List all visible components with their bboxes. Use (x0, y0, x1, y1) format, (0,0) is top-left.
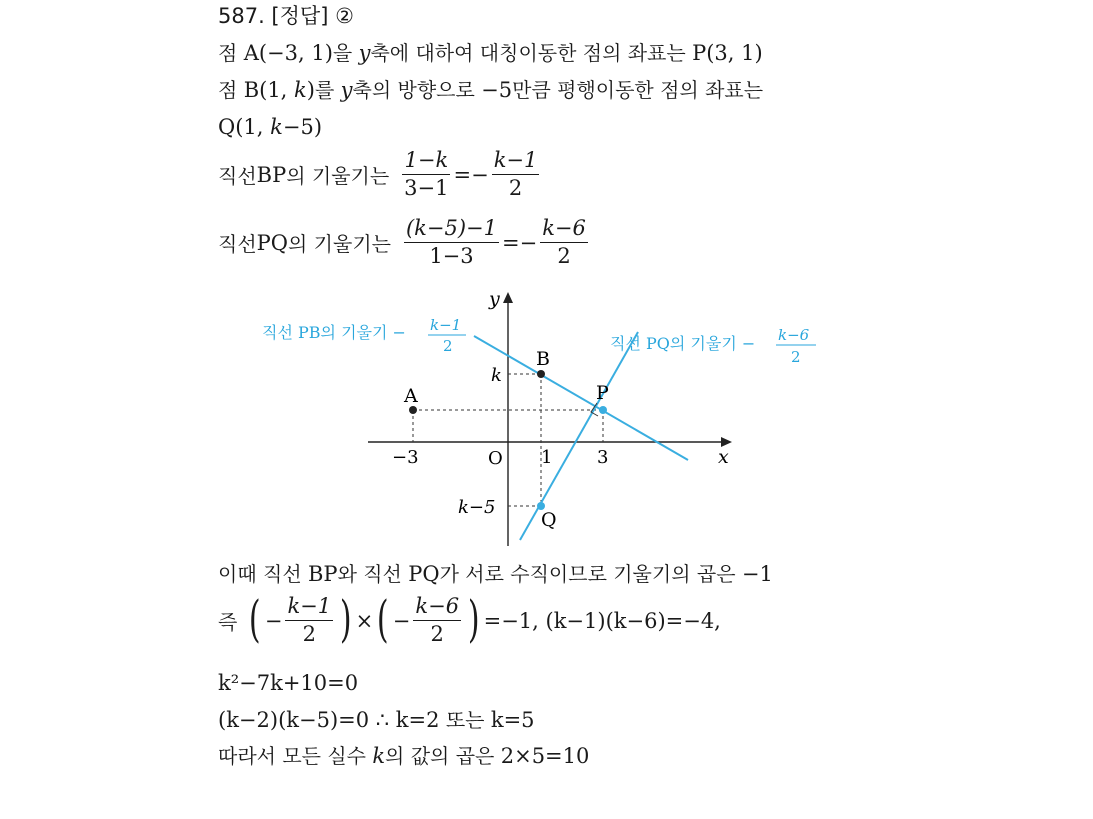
line-name: PQ (256, 230, 288, 255)
product-equation: 즉 ( − $\frac{k-1}{2}$ ) × ( − $\frac{k-6}{2}$ ) =−1, (k−1)(k−6)=−4, (218, 589, 721, 648)
x-axis-label: x (718, 446, 729, 468)
equals: =− (453, 162, 489, 187)
text: 직선 (218, 232, 257, 256)
text: 따라서 모든 실수 (218, 744, 373, 768)
text: 가 서로 수직이므로 기울기의 곱은 (439, 562, 742, 586)
text: 점 (218, 41, 244, 65)
label-q: Q (541, 509, 557, 531)
line-name: BP (256, 162, 287, 187)
text: 축에 대하여 대칭이동한 점의 좌표는 (370, 41, 693, 65)
point-p-dot (599, 406, 607, 414)
text: 을 (332, 41, 359, 65)
point-b: B(1, (243, 78, 295, 102)
tick-1: 1 (541, 447, 553, 468)
text: 이때 직선 (218, 562, 308, 586)
label-pb-num: k−1 (430, 316, 462, 334)
text: 점 (218, 78, 244, 102)
tick-3: 3 (597, 447, 609, 468)
label-a: A (404, 385, 418, 407)
fraction: $\frac{k-6}{2}$ (415, 594, 460, 646)
point-q: Q(1, (218, 115, 271, 139)
text: 를 (314, 78, 341, 102)
point-a-dot (409, 406, 417, 414)
var-y: y (358, 41, 371, 65)
line-name: PQ (408, 562, 440, 586)
label-pq-slope: 직선 PQ의 기울기 − (610, 334, 756, 353)
tick-neg3: −3 (392, 447, 419, 468)
product: 2×5=10 (500, 744, 590, 768)
label-p: P (596, 382, 609, 404)
shift-amount: −5 (481, 78, 513, 102)
origin-label: O (488, 448, 503, 469)
quadratic-equation: k²−7k+10=0 (218, 671, 359, 695)
text: 만큼 평행이동한 점의 좌표는 (512, 78, 764, 102)
label-pb-slope: 직선 PB의 기울기 − (262, 323, 406, 342)
times: × (355, 608, 374, 633)
label-b: B (536, 348, 550, 370)
y-axis-arrow (503, 292, 513, 303)
var-y: y (340, 78, 353, 102)
text: 의 값의 곱은 (385, 744, 501, 768)
text: 직선 (218, 164, 257, 188)
problem-heading: 587. [정답] ② (218, 4, 354, 28)
tick-k-minus-5: k−5 (458, 497, 496, 518)
var-k: k (372, 744, 386, 768)
value: −1 (741, 562, 773, 586)
text: 또는 (439, 708, 491, 732)
text: 의 기울기는 (286, 164, 390, 188)
paren: ) (306, 78, 315, 102)
equation-rest: =−1, (k−1)(k−6)=−4, (483, 608, 721, 633)
final-answer (218, 746, 589, 767)
text: 축의 방향으로 (352, 78, 482, 102)
label-pb-den: 2 (443, 337, 453, 355)
point-q-end: −5) (282, 115, 323, 139)
fraction: $\frac{1-k}{3-1}$ (404, 148, 449, 200)
factored-solution (218, 710, 535, 731)
var-k: k (270, 115, 283, 139)
fraction: $\frac{k-6}{2}$ (542, 216, 586, 268)
text: 와 직선 (337, 562, 409, 586)
factorization: (k−2)(k−5)=0 ∴ k=2 (218, 708, 440, 732)
y-axis-label: y (489, 288, 500, 310)
point-p: P(3, 1) (692, 41, 763, 65)
text: 즉 (218, 610, 238, 634)
point-a: A(−3, 1) (243, 41, 333, 65)
line-name: BP (308, 562, 338, 586)
tick-k: k (491, 365, 502, 386)
label-pq-den: 2 (791, 348, 801, 366)
fraction: $\frac{k-1}{2}$ (287, 594, 332, 646)
label-pq-num: k−6 (778, 326, 810, 344)
text: 의 기울기는 (288, 232, 391, 256)
solution: k=5 (490, 708, 535, 732)
fraction: $\frac{(k-5)-1}{1-3}$ (405, 216, 497, 268)
point-b-dot (537, 370, 545, 378)
fraction: $\frac{k-1}{2}$ (493, 148, 538, 200)
equals: =− (502, 230, 538, 255)
var-k: k (294, 78, 307, 102)
perpendicular-statement (218, 564, 773, 585)
